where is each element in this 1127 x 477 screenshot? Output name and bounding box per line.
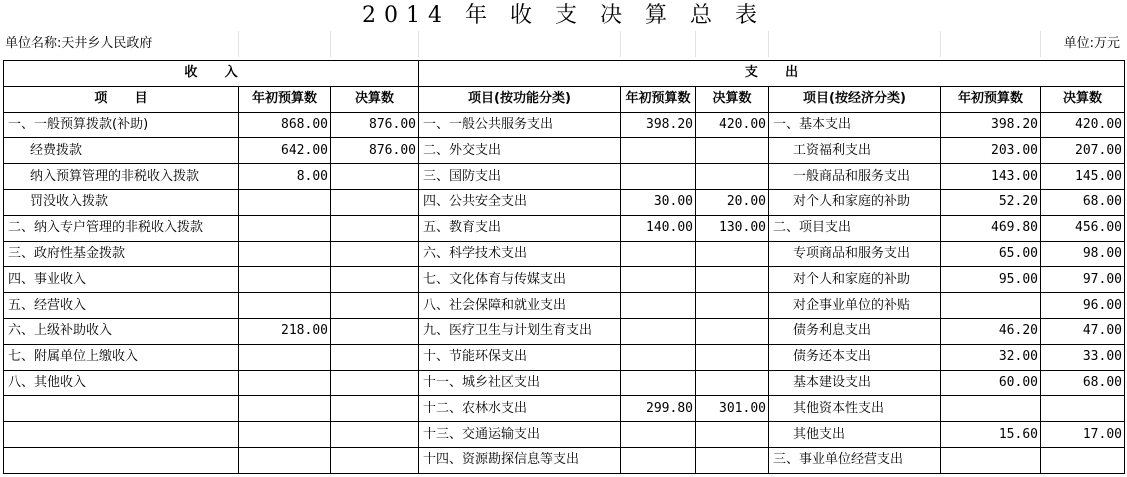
- func-final-cell: [696, 267, 769, 293]
- income-final-cell: 876.00: [331, 138, 419, 164]
- income-budget-cell: [239, 189, 331, 215]
- func-item-cell: 十二、农林水支出: [419, 396, 621, 422]
- income-budget-cell: [239, 422, 331, 448]
- econ-final-cell: 207.00: [1041, 138, 1125, 164]
- func-budget-cell: 398.20: [621, 112, 696, 138]
- func-item-cell: 二、外交支出: [419, 138, 621, 164]
- func-item-cell: 十四、资源勘探信息等支出: [419, 447, 621, 473]
- income-budget-header: 年初预算数: [239, 86, 331, 112]
- func-item-cell: 五、教育支出: [419, 215, 621, 241]
- econ-final-cell: 456.00: [1041, 215, 1125, 241]
- income-final-header: 决算数: [331, 86, 419, 112]
- income-final-cell: [331, 318, 419, 344]
- func-budget-cell: [621, 370, 696, 396]
- income-item-cell: [4, 447, 239, 473]
- income-item-cell: 四、事业收入: [4, 267, 239, 293]
- econ-item-cell: 对个人和家庭的补助: [769, 267, 941, 293]
- income-item-cell: 一、一般预算拨款(补助): [4, 112, 239, 138]
- econ-item-cell: 其他支出: [769, 422, 941, 448]
- section-header-row: [4, 61, 1125, 87]
- income-final-cell: [331, 422, 419, 448]
- income-item-cell: [4, 396, 239, 422]
- func-final-cell: [696, 138, 769, 164]
- func-item-header: 项目(按功能分类): [419, 86, 621, 112]
- income-budget-cell: [239, 344, 331, 370]
- func-budget-cell: [621, 164, 696, 190]
- func-final-cell: [696, 447, 769, 473]
- econ-budget-cell: 143.00: [941, 164, 1041, 190]
- func-item-cell: 七、文化体育与传媒支出: [419, 267, 621, 293]
- income-final-cell: 876.00: [331, 112, 419, 138]
- income-budget-cell: [239, 293, 331, 319]
- func-final-cell: [696, 293, 769, 319]
- income-item-cell: 七、附属单位上缴收入: [4, 344, 239, 370]
- income-final-cell: [331, 293, 419, 319]
- econ-budget-cell: 398.20: [941, 112, 1041, 138]
- econ-final-cell: 17.00: [1041, 422, 1125, 448]
- table-row: [4, 138, 1125, 164]
- econ-item-cell: 债务利息支出: [769, 318, 941, 344]
- econ-item-cell: 对企事业单位的补贴: [769, 293, 941, 319]
- econ-item-cell: 基本建设支出: [769, 370, 941, 396]
- income-final-cell: [331, 189, 419, 215]
- econ-item-cell: 二、项目支出: [769, 215, 941, 241]
- econ-item-cell: 对个人和家庭的补助: [769, 189, 941, 215]
- func-budget-cell: [621, 267, 696, 293]
- income-budget-cell: [239, 241, 331, 267]
- econ-final-cell: 68.00: [1041, 189, 1125, 215]
- income-budget-cell: [239, 396, 331, 422]
- income-budget-cell: [239, 267, 331, 293]
- func-budget-cell: [621, 293, 696, 319]
- econ-final-cell: 68.00: [1041, 370, 1125, 396]
- econ-budget-cell: 32.00: [941, 344, 1041, 370]
- func-budget-cell: [621, 241, 696, 267]
- econ-final-cell: 98.00: [1041, 241, 1125, 267]
- income-budget-cell: [239, 215, 331, 241]
- income-item-cell: 八、其他收入: [4, 370, 239, 396]
- func-final-cell: [696, 241, 769, 267]
- table-row: [4, 215, 1125, 241]
- func-final-cell: [696, 422, 769, 448]
- func-budget-cell: [621, 318, 696, 344]
- econ-final-cell: 145.00: [1041, 164, 1125, 190]
- table-row: [4, 370, 1125, 396]
- income-final-cell: [331, 215, 419, 241]
- income-final-cell: [331, 241, 419, 267]
- table-row: [4, 422, 1125, 448]
- report-title: 2014 年 收 支 决 算 总 表: [362, 3, 765, 28]
- income-final-cell: [331, 344, 419, 370]
- func-final-header: 决算数: [696, 86, 769, 112]
- income-budget-cell: 8.00: [239, 164, 331, 190]
- table-row: [4, 267, 1125, 293]
- income-budget-cell: 868.00: [239, 112, 331, 138]
- income-final-cell: [331, 164, 419, 190]
- unit-name: 单位名称:天井乡人民政府: [5, 36, 153, 51]
- econ-item-cell: 三、事业单位经营支出: [769, 447, 941, 473]
- func-item-cell: 八、社会保障和就业支出: [419, 293, 621, 319]
- econ-final-cell: 33.00: [1041, 344, 1125, 370]
- income-budget-cell: [239, 447, 331, 473]
- econ-budget-cell: 203.00: [941, 138, 1041, 164]
- func-item-cell: 六、科学技术支出: [419, 241, 621, 267]
- econ-item-cell: 专项商品和服务支出: [769, 241, 941, 267]
- econ-budget-cell: 46.20: [941, 318, 1041, 344]
- econ-budget-cell: [941, 293, 1041, 319]
- table-row: [4, 447, 1125, 473]
- econ-final-cell: [1041, 447, 1125, 473]
- income-item-cell: [4, 422, 239, 448]
- func-final-cell: [696, 318, 769, 344]
- income-final-cell: [331, 396, 419, 422]
- income-item-cell: 六、上级补助收入: [4, 318, 239, 344]
- func-final-cell: 20.00: [696, 189, 769, 215]
- unit-label: 单位:万元: [1063, 36, 1120, 51]
- econ-item-cell: 一般商品和服务支出: [769, 164, 941, 190]
- func-budget-cell: [621, 344, 696, 370]
- econ-budget-cell: 95.00: [941, 267, 1041, 293]
- econ-final-header: 决算数: [1041, 86, 1125, 112]
- income-item-cell: 三、政府性基金拨款: [4, 241, 239, 267]
- econ-final-cell: 97.00: [1041, 267, 1125, 293]
- income-final-cell: [331, 370, 419, 396]
- func-final-cell: [696, 164, 769, 190]
- econ-final-cell: [1041, 396, 1125, 422]
- func-final-cell: 301.00: [696, 396, 769, 422]
- econ-budget-cell: [941, 396, 1041, 422]
- econ-budget-cell: [941, 447, 1041, 473]
- econ-final-cell: 47.00: [1041, 318, 1125, 344]
- table-row: [4, 396, 1125, 422]
- econ-item-cell: 其他资本性支出: [769, 396, 941, 422]
- func-item-cell: 三、国防支出: [419, 164, 621, 190]
- func-item-cell: 九、医疗卫生与计划生育支出: [419, 318, 621, 344]
- func-budget-cell: 299.80: [621, 396, 696, 422]
- header-gridlines: [0, 31, 1127, 57]
- econ-item-cell: 工资福利支出: [769, 138, 941, 164]
- func-item-cell: 一、一般公共服务支出: [419, 112, 621, 138]
- budget-table: [3, 60, 1125, 474]
- income-budget-cell: 218.00: [239, 318, 331, 344]
- income-final-cell: [331, 447, 419, 473]
- econ-budget-cell: 65.00: [941, 241, 1041, 267]
- income-final-cell: [331, 267, 419, 293]
- table-row: [4, 189, 1125, 215]
- income-item-cell: 五、经营收入: [4, 293, 239, 319]
- econ-item-header: 项目(按经济分类): [769, 86, 941, 112]
- expense-header: 支 出: [419, 61, 1125, 87]
- table-row: [4, 112, 1125, 138]
- func-budget-cell: 30.00: [621, 189, 696, 215]
- func-budget-header: 年初预算数: [621, 86, 696, 112]
- econ-budget-header: 年初预算数: [941, 86, 1041, 112]
- econ-budget-cell: 15.60: [941, 422, 1041, 448]
- income-item-header: 项 目: [4, 86, 239, 112]
- func-budget-cell: [621, 138, 696, 164]
- func-budget-cell: 140.00: [621, 215, 696, 241]
- income-item-cell: 二、纳入专户管理的非税收入拨款: [4, 215, 239, 241]
- func-final-cell: 420.00: [696, 112, 769, 138]
- table-row: [4, 293, 1125, 319]
- income-budget-cell: [239, 370, 331, 396]
- func-item-cell: 十一、城乡社区支出: [419, 370, 621, 396]
- column-header-row: [4, 86, 1125, 112]
- func-item-cell: 十三、交通运输支出: [419, 422, 621, 448]
- table-row: [4, 318, 1125, 344]
- econ-budget-cell: 60.00: [941, 370, 1041, 396]
- econ-final-cell: 420.00: [1041, 112, 1125, 138]
- econ-final-cell: 96.00: [1041, 293, 1125, 319]
- func-item-cell: 十、节能环保支出: [419, 344, 621, 370]
- table-row: [4, 344, 1125, 370]
- table-row: [4, 241, 1125, 267]
- table-row: [4, 164, 1125, 190]
- func-final-cell: [696, 344, 769, 370]
- func-budget-cell: [621, 422, 696, 448]
- econ-budget-cell: 469.80: [941, 215, 1041, 241]
- income-item-cell: 经费拨款: [4, 138, 239, 164]
- income-item-cell: 罚没收入拨款: [4, 189, 239, 215]
- econ-budget-cell: 52.20: [941, 189, 1041, 215]
- income-item-cell: 纳入预算管理的非税收入拨款: [4, 164, 239, 190]
- econ-item-cell: 债务还本支出: [769, 344, 941, 370]
- func-item-cell: 四、公共安全支出: [419, 189, 621, 215]
- func-final-cell: 130.00: [696, 215, 769, 241]
- income-budget-cell: 642.00: [239, 138, 331, 164]
- func-final-cell: [696, 370, 769, 396]
- income-header: 收 入: [4, 61, 419, 87]
- econ-item-cell: 一、基本支出: [769, 112, 941, 138]
- func-budget-cell: [621, 447, 696, 473]
